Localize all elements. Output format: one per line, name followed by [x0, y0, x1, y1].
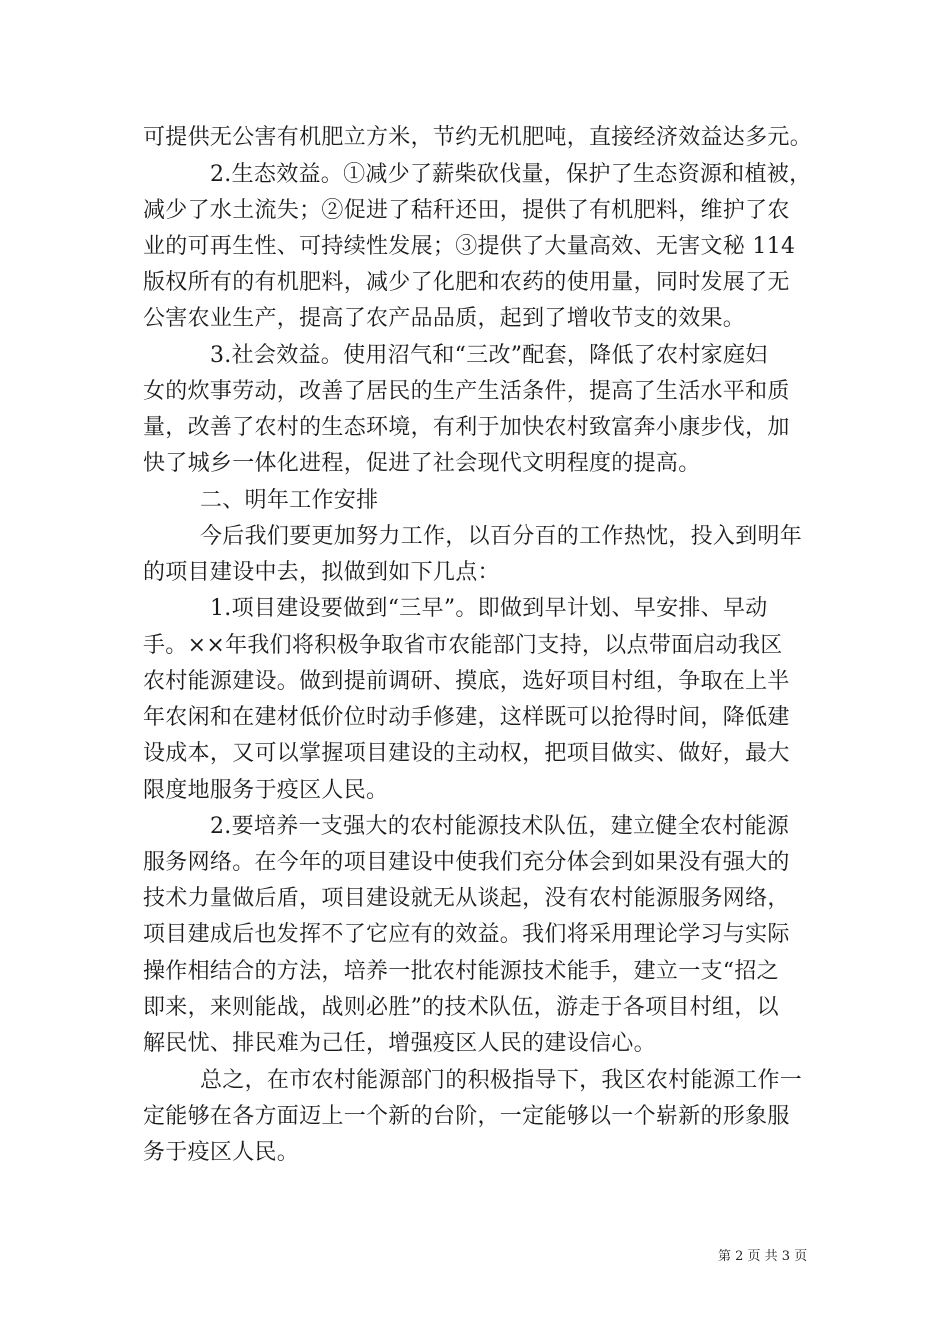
- text-line: 即来，来则能战，战则必胜”的技术队伍，游走于各项目村组，以: [143, 995, 779, 1020]
- text-line: 量，改善了农村的生态环境，有利于加快农村致富奔小康步伐，加: [143, 415, 790, 440]
- text-line: 2.要培养一支强大的农村能源技术队伍，建立健全农村能源: [210, 814, 790, 839]
- text-line: 女的炊事劳动，改善了居民的生产生活条件，提高了生活水平和质: [143, 379, 790, 404]
- section-heading: 二、明年工作安排: [200, 488, 379, 513]
- text-line: 务于疫区人民。: [143, 1140, 300, 1165]
- text-line: 版权所有的有机肥料，减少了化肥和农药的使用量，同时发展了无: [143, 270, 790, 295]
- text-line: 手。××年我们将积极争取省市农能部门支持，以点带面启动我区: [143, 633, 783, 658]
- text-line: 1.项目建设要做到“三早”。即做到早计划、早安排、早动: [210, 596, 768, 621]
- text-line: 操作相结合的方法，培养一批农村能源技术能手，建立一支“招之: [143, 959, 779, 984]
- text-line: 2.生态效益。①减少了薪柴砍伐量，保护了生态资源和植被，: [210, 162, 812, 187]
- text-line: 定能够在各方面迈上一个新的台阶，一定能够以一个崭新的形象服: [143, 1104, 790, 1129]
- text-line: 限度地服务于疫区人民。: [143, 778, 389, 803]
- text-line: 技术力量做后盾，项目建设就无从谈起，没有农村能源服务网络，: [143, 886, 790, 911]
- text-line: 的项目建设中去，拟做到如下几点：: [143, 560, 500, 585]
- text-line: 服务网络。在今年的项目建设中使我们充分体会到如果没有强大的: [143, 850, 790, 875]
- text-line: 3.社会效益。使用沼气和“三改”配套，降低了农村家庭妇: [210, 343, 768, 368]
- text-line: 可提供无公害有机肥立方米，节约无机肥吨，直接经济效益达多元。: [143, 125, 813, 150]
- text-line: 解民忧、排民难为己任，增强疫区人民的建设信心。: [143, 1031, 656, 1056]
- text-line: 总之，在市农村能源部门的积极指导下，我区农村能源工作一: [200, 1068, 803, 1093]
- text-line: 项目建成后也发挥不了它应有的效益。我们将采用理论学习与实际: [143, 922, 790, 947]
- text-line: 减少了水土流失；②促进了秸秆还田，提供了有机肥料，维护了农: [143, 198, 790, 223]
- text-line: 今后我们要更加努力工作，以百分百的工作热忱，投入到明年: [200, 524, 803, 549]
- page-number-footer: 第 2 页 共 3 页: [718, 1249, 808, 1264]
- text-line: 业的可再生性、可持续性发展；③提供了大量高效、无害文秘 114: [143, 234, 796, 259]
- text-line: 快了城乡一体化进程，促进了社会现代文明程度的提高。: [143, 451, 701, 476]
- text-line: 年农闲和在建材低价位时动手修建，这样既可以抢得时间，降低建: [143, 705, 790, 730]
- text-line: 设成本，又可以掌握项目建设的主动权，把项目做实、做好，最大: [143, 741, 790, 766]
- text-line: 农村能源建设。做到提前调研、摸底，选好项目村组，争取在上半: [143, 669, 790, 694]
- text-line: 公害农业生产，提高了农产品品质，起到了增收节支的效果。: [143, 306, 746, 331]
